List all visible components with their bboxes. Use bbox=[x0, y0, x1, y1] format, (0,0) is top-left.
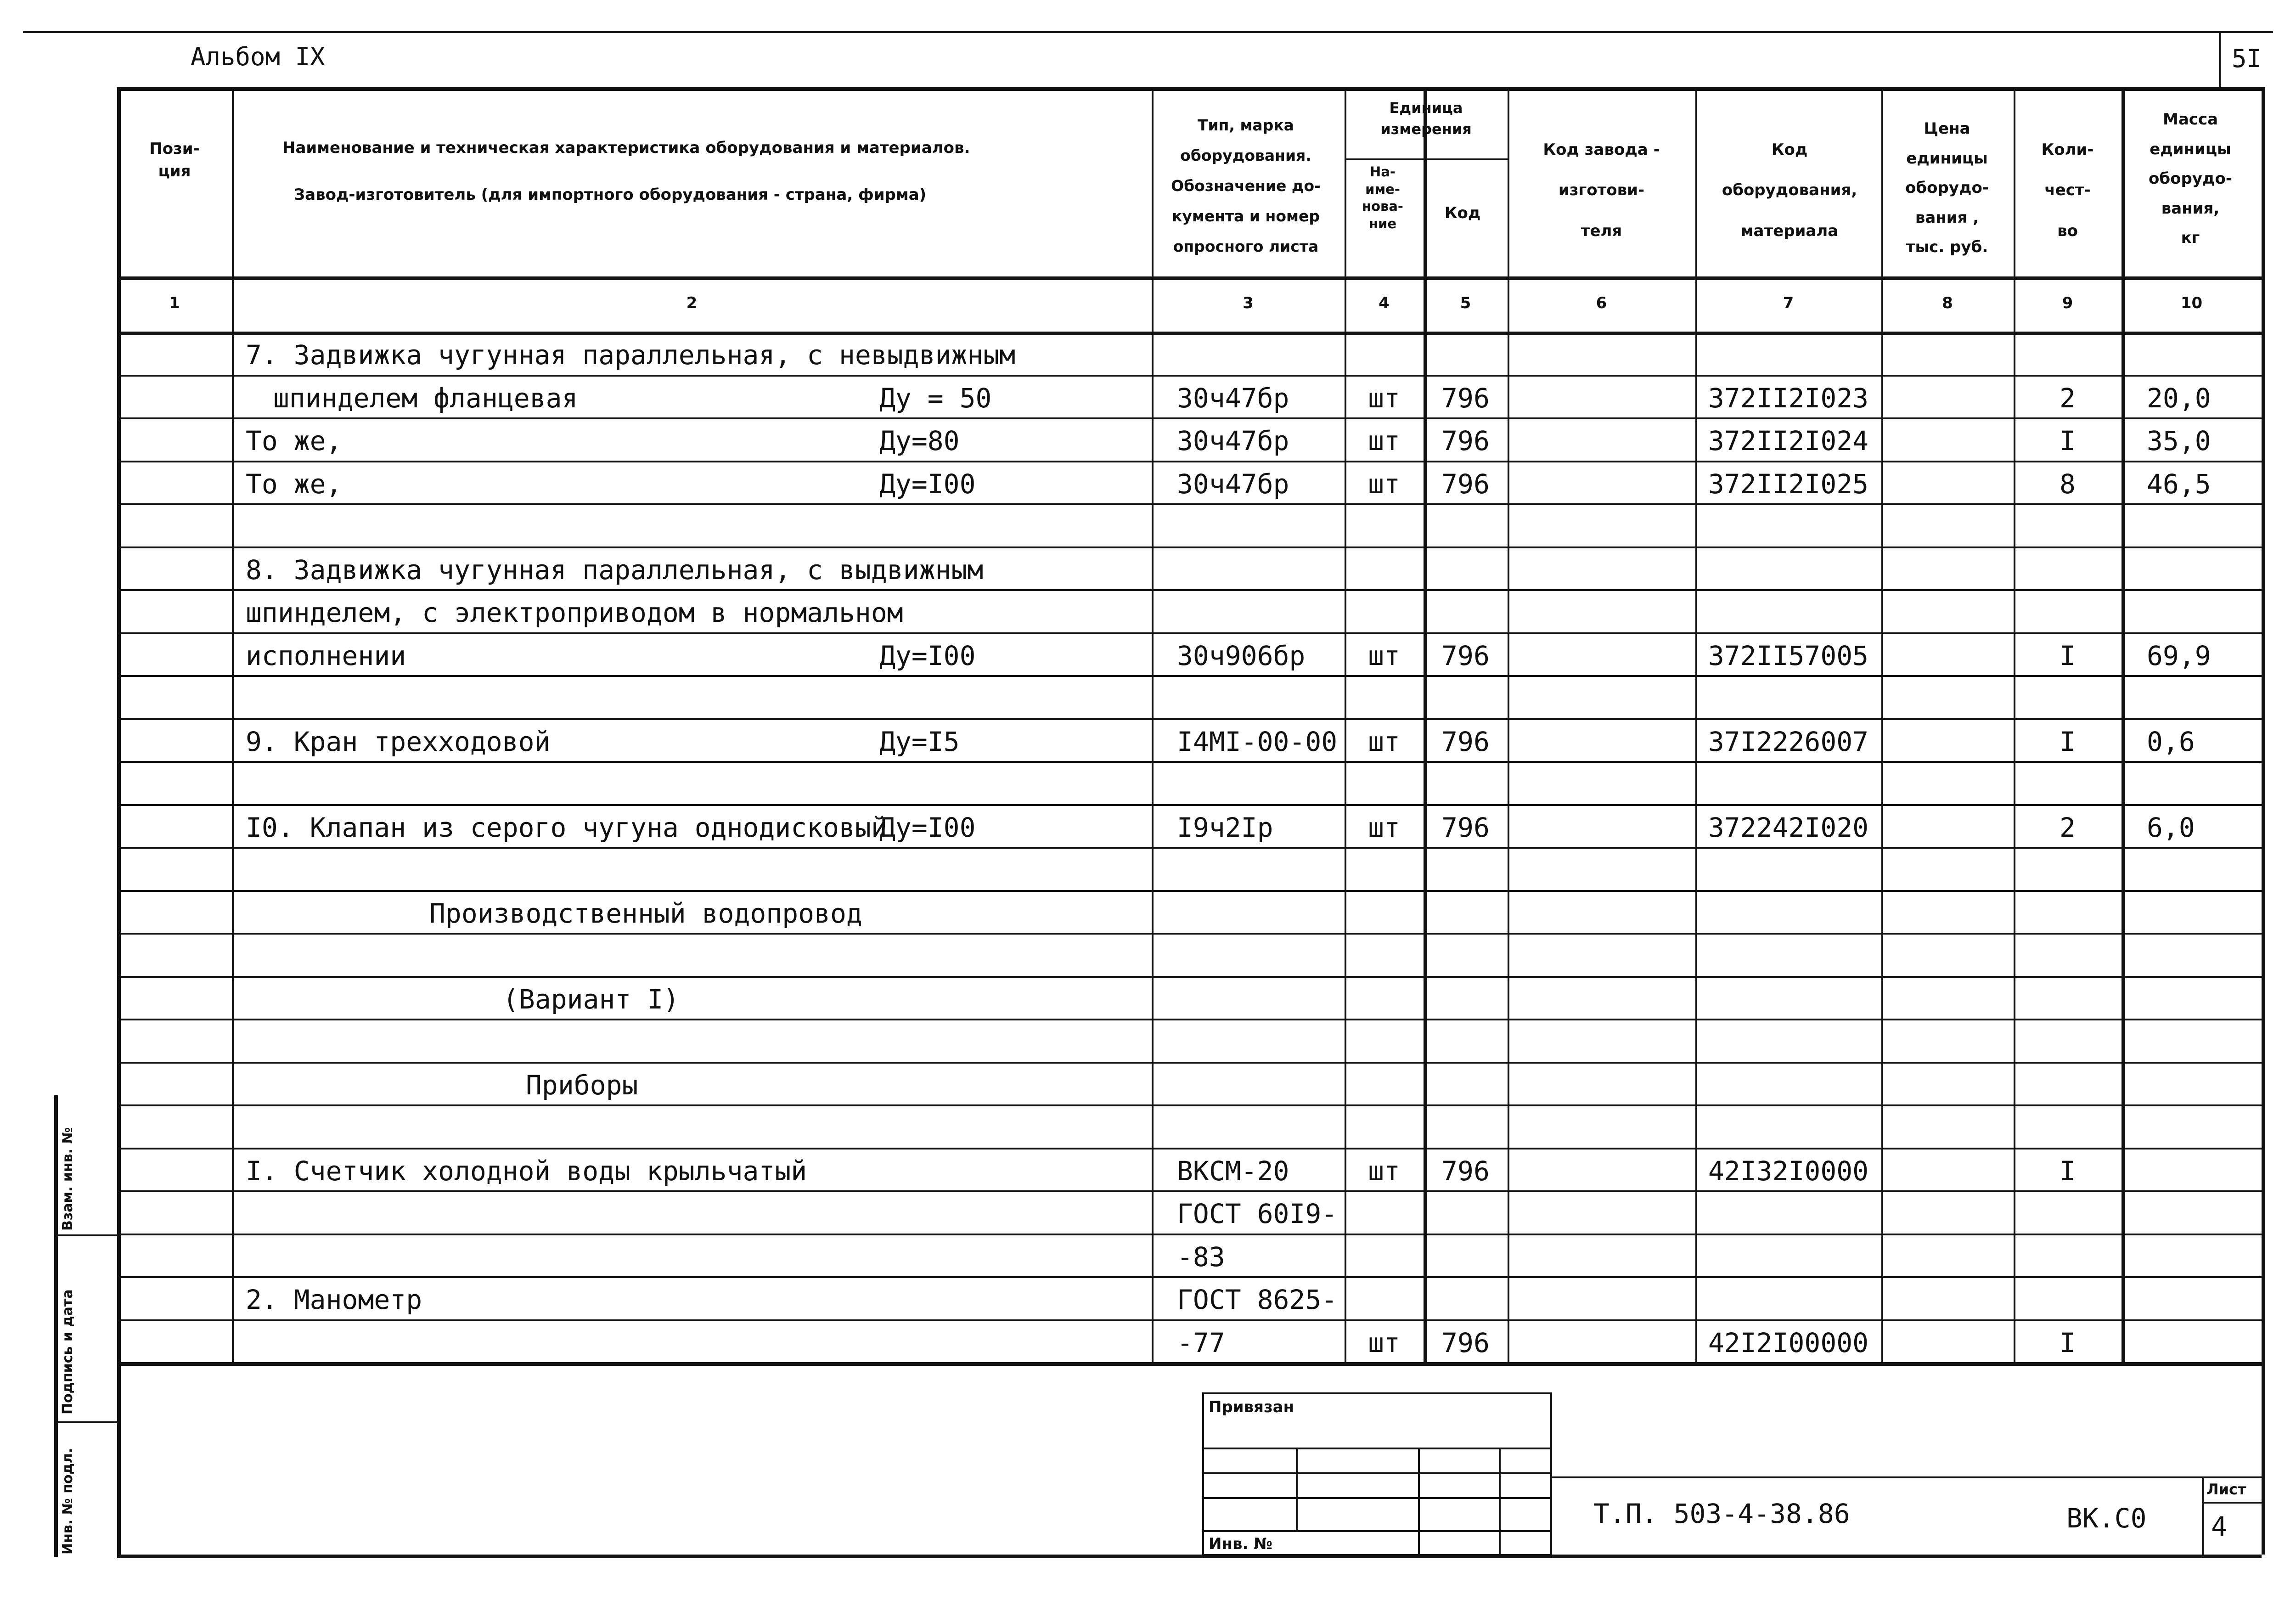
cell-type: -83 bbox=[1177, 1241, 1225, 1273]
table-row-rule bbox=[117, 1148, 2262, 1149]
cell-unit: шт bbox=[1368, 811, 1400, 843]
column-number: 9 bbox=[2062, 294, 2073, 312]
table-bottom-rule bbox=[117, 1362, 2262, 1366]
cell-name: Производственный водопровод bbox=[429, 897, 862, 929]
header-position: Пози- ция bbox=[149, 140, 200, 181]
cell-du: Ду=80 bbox=[879, 425, 960, 456]
cell-mass: 35,0 bbox=[2147, 425, 2211, 456]
cell-unit: шт bbox=[1368, 425, 1400, 456]
cell-code: 796 bbox=[1441, 425, 1490, 456]
table-row-rule bbox=[117, 503, 2262, 505]
side-stamp-divider bbox=[54, 1234, 118, 1236]
cell-name: исполнении bbox=[246, 640, 406, 671]
cell-qty: 2 bbox=[2060, 811, 2076, 843]
header-quantity: Коли- чест- во bbox=[2041, 141, 2094, 240]
cell-code: 796 bbox=[1441, 382, 1490, 414]
album-title: Альбом IX bbox=[191, 42, 325, 71]
side-stamp-border bbox=[54, 1095, 58, 1557]
cell-code: 796 bbox=[1441, 1327, 1490, 1358]
table-row-rule bbox=[117, 589, 2262, 591]
table-row-rule bbox=[117, 890, 2262, 892]
header-unit-name: На- име- нова- ние bbox=[1362, 164, 1403, 232]
cell-unit: шт bbox=[1368, 1327, 1400, 1358]
side-stamp-signature: Подпись и дата bbox=[60, 1289, 76, 1414]
title-block-line bbox=[1552, 1476, 2262, 1478]
header-name: Наименование и техническая характеристика оборудования и материалов. bbox=[282, 139, 970, 157]
cell-type: 30ч47бр bbox=[1177, 382, 1289, 414]
cell-du: Ду=I00 bbox=[879, 811, 976, 843]
cell-type: I9ч2Iр bbox=[1177, 811, 1273, 843]
inv-label: Инв. № bbox=[1209, 1535, 1273, 1553]
column-number: 3 bbox=[1243, 294, 1254, 312]
sheet-label: Лист bbox=[2206, 1481, 2246, 1498]
table-row-rule bbox=[117, 761, 2262, 763]
cell-unit: шт bbox=[1368, 468, 1400, 500]
cell-equip: 372II2I024 bbox=[1708, 425, 1869, 456]
table-col-rule bbox=[1152, 87, 1154, 1362]
table-row-rule bbox=[117, 375, 2262, 377]
cell-mass: 46,5 bbox=[2147, 468, 2211, 500]
bottom-rule bbox=[117, 1555, 2262, 1558]
cell-code: 796 bbox=[1441, 468, 1490, 500]
top-rule bbox=[23, 31, 2273, 33]
cell-type: ВКСМ-20 bbox=[1177, 1155, 1289, 1187]
cell-du: Ду = 50 bbox=[879, 382, 992, 414]
cell-mass: 69,9 bbox=[2147, 640, 2211, 671]
header-price: Цена единицы оборудо- вания , тыс. руб. bbox=[1905, 119, 1989, 257]
cell-equip: 37I2226007 bbox=[1708, 726, 1869, 757]
table-col-rule bbox=[1508, 87, 1509, 1362]
cell-mass: 0,6 bbox=[2147, 726, 2195, 757]
cell-code: 796 bbox=[1441, 1155, 1490, 1187]
binding-stamp-col bbox=[1296, 1448, 1298, 1530]
cell-qty: I bbox=[2060, 640, 2076, 671]
table-row-rule bbox=[117, 546, 2262, 548]
cell-unit: шт bbox=[1368, 382, 1400, 414]
unit-header-split bbox=[1345, 158, 1508, 160]
header-equipment-code: Код оборудования, материала bbox=[1722, 141, 1857, 240]
column-number: 6 bbox=[1596, 294, 1607, 312]
cell-name: То же, bbox=[246, 468, 342, 500]
cell-type: 30ч906бр bbox=[1177, 640, 1306, 671]
column-number: 4 bbox=[1379, 294, 1390, 312]
table-row-rule bbox=[117, 632, 2262, 634]
column-number: 7 bbox=[1783, 294, 1794, 312]
cell-code: 796 bbox=[1441, 640, 1490, 671]
table-row-rule bbox=[117, 1190, 2262, 1192]
cell-name: Приборы bbox=[526, 1069, 638, 1101]
side-stamp-divider bbox=[54, 1421, 118, 1423]
table-row-rule bbox=[117, 675, 2262, 677]
cell-qty: I bbox=[2060, 425, 2076, 456]
header-type: Тип, марка оборудования. Обозначение до- кумента и номер опросного листа bbox=[1171, 116, 1321, 255]
cell-qty: 2 bbox=[2060, 382, 2076, 414]
column-number: 10 bbox=[2180, 294, 2203, 312]
document-number: Т.П. 503-4-38.86 bbox=[1593, 1498, 1850, 1529]
binding-stamp-col bbox=[1499, 1448, 1501, 1556]
table-row-rule bbox=[117, 1104, 2262, 1106]
cell-type: 30ч47бр bbox=[1177, 425, 1289, 456]
cell-qty: I bbox=[2060, 1327, 2076, 1358]
cell-qty: I bbox=[2060, 726, 2076, 757]
bound-label: Привязан bbox=[1209, 1398, 1294, 1416]
table-row-rule bbox=[117, 804, 2262, 806]
cell-type: 30ч47бр bbox=[1177, 468, 1289, 500]
table-row-rule bbox=[117, 1062, 2262, 1064]
header-factory-code: Код завода - изготови- теля bbox=[1543, 141, 1660, 240]
column-number: 1 bbox=[169, 294, 180, 312]
header-unit: Единица измерения bbox=[1380, 99, 1472, 138]
cell-du: Ду=I5 bbox=[879, 726, 960, 757]
cell-equip: 372II2I023 bbox=[1708, 382, 1869, 414]
cell-equip: 372II2I025 bbox=[1708, 468, 1869, 500]
cell-name: 8. Задвижка чугунная параллельная, с выдвижным bbox=[246, 554, 984, 586]
cell-du: Ду=I00 bbox=[879, 640, 976, 671]
colnum-bottom-rule bbox=[117, 332, 2262, 335]
cell-name: I0. Клапан из серого чугуна однодисковый bbox=[246, 811, 887, 843]
cell-code: 796 bbox=[1441, 811, 1490, 843]
table-row-rule bbox=[117, 1019, 2262, 1020]
header-manufacturer: Завод-изготовитель (для импортного оборудования - страна, фирма) bbox=[294, 186, 927, 204]
document-mark: ВК.С0 bbox=[2066, 1503, 2147, 1534]
header-unit-code: Код bbox=[1444, 204, 1481, 222]
cell-du: Ду=I00 bbox=[879, 468, 976, 500]
cell-type: I4MI-00-00 bbox=[1177, 726, 1338, 757]
header-bottom-rule bbox=[117, 276, 2262, 280]
cell-name: шпинделем, с электроприводом в нормальном bbox=[246, 597, 903, 628]
title-block-line bbox=[2202, 1502, 2262, 1504]
table-row-rule bbox=[117, 1276, 2262, 1278]
cell-type: -77 bbox=[1177, 1327, 1225, 1358]
cell-unit: шт bbox=[1368, 640, 1400, 671]
column-number: 2 bbox=[686, 294, 698, 312]
header-mass: Масса единицы оборудо- вания, кг bbox=[2149, 110, 2232, 248]
cell-mass: 6,0 bbox=[2147, 811, 2195, 843]
cell-name: То же, bbox=[246, 425, 342, 456]
cell-qty: I bbox=[2060, 1155, 2076, 1187]
cell-mass: 20,0 bbox=[2147, 382, 2211, 414]
cell-name: I. Счетчик холодной воды крыльчатый bbox=[246, 1155, 807, 1187]
cell-equip: 42I2I00000 bbox=[1708, 1327, 1869, 1358]
title-block-col bbox=[2202, 1476, 2204, 1557]
table-right-border bbox=[2262, 87, 2265, 1555]
table-row-rule bbox=[117, 847, 2262, 849]
cell-equip: 372II57005 bbox=[1708, 640, 1869, 671]
table-row-rule bbox=[117, 933, 2262, 935]
binding-stamp-col bbox=[1418, 1448, 1420, 1556]
side-stamp-vzam: Взам. инв. № bbox=[60, 1127, 76, 1231]
cell-name: 9. Кран трехходовой bbox=[246, 726, 551, 757]
cell-name: (Вариант I) bbox=[503, 983, 680, 1015]
table-row-rule bbox=[117, 976, 2262, 978]
side-stamp-inv-podl: Инв. № подл. bbox=[60, 1448, 76, 1555]
table-row-rule bbox=[117, 461, 2262, 462]
cell-unit: шт bbox=[1368, 726, 1400, 757]
cell-code: 796 bbox=[1441, 726, 1490, 757]
cell-equip: 372242I020 bbox=[1708, 811, 1869, 843]
cell-qty: 8 bbox=[2060, 468, 2076, 500]
column-number: 5 bbox=[1460, 294, 1471, 312]
table-row-rule bbox=[117, 1234, 2262, 1235]
table-row-rule bbox=[117, 417, 2262, 419]
table-col-rule bbox=[2122, 87, 2125, 1362]
cell-unit: шт bbox=[1368, 1155, 1400, 1187]
cell-equip: 42I32I0000 bbox=[1708, 1155, 1869, 1187]
cell-type: ГОСТ 8625- bbox=[1177, 1284, 1338, 1315]
cell-name: шпинделем фланцевая bbox=[273, 382, 578, 414]
sheet-number: 4 bbox=[2211, 1511, 2227, 1542]
table-top-rule bbox=[117, 87, 2262, 91]
table-col-rule bbox=[232, 87, 234, 1362]
table-col-rule bbox=[1881, 87, 1883, 1362]
page-number-box-line bbox=[2219, 31, 2221, 88]
cell-name: 2. Манометр bbox=[246, 1284, 422, 1315]
cell-name: 7. Задвижка чугунная параллельная, с невыдвижным bbox=[246, 339, 1016, 371]
column-number: 8 bbox=[1942, 294, 1953, 312]
table-row-rule bbox=[117, 1319, 2262, 1321]
page-number: 5I bbox=[2232, 44, 2262, 73]
cell-type: ГОСТ 60I9- bbox=[1177, 1198, 1338, 1229]
table-row-rule bbox=[117, 718, 2262, 720]
